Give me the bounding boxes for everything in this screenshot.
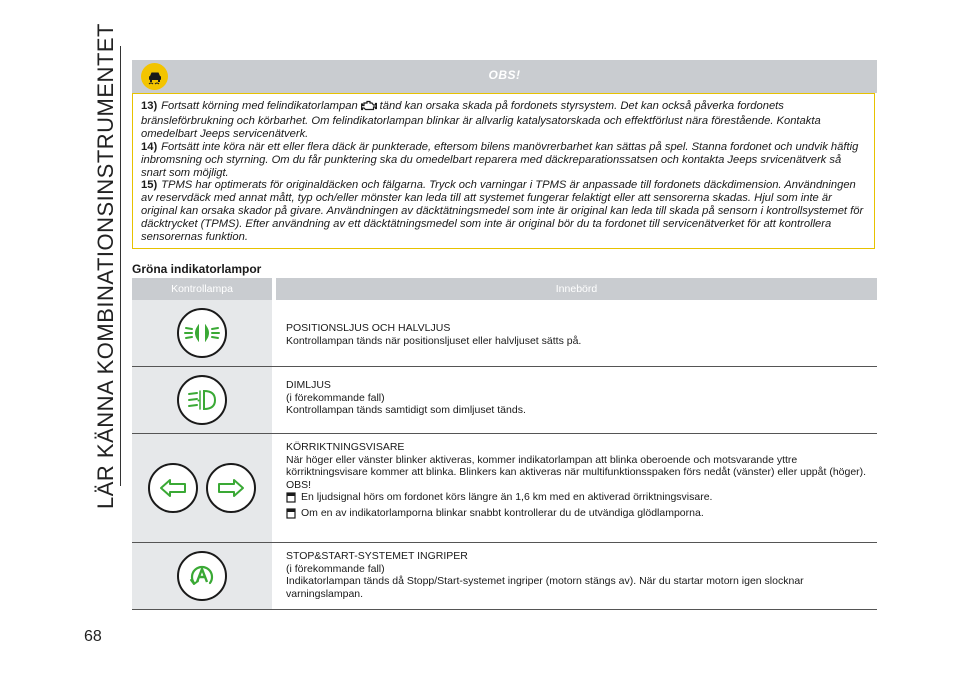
- turn-left-icon: [148, 463, 198, 513]
- meaning-text: (i förekommande fall): [286, 562, 385, 575]
- warning-item-14: [141, 141, 866, 180]
- note-text: En ljudsignal hörs om fordonet körs längre än 1,6 km med en aktiverad örriktningsvisare.: [301, 491, 713, 503]
- meaning-text: Indikatorlampan tänds då Stopp/Start-systemet ingriper (motorn stängs av). När du startar motorn igen slocknar varningslampan.: [286, 575, 804, 600]
- position-lights-icon: [177, 308, 227, 358]
- warning-item-13: [141, 100, 866, 141]
- table-header-innebord: Innebörd: [276, 278, 877, 300]
- meaning-title: STOP&START-SYSTEMET INGRIPER: [286, 550, 468, 562]
- warning-header: [132, 60, 877, 93]
- meaning-text: När höger eller vänster blinker aktiveras, kommer indikatorlampan att blinka oberoende och motsvarande yttre körriktningsvisare kommer att blinka. Blinkers kan aktiveras när multifunktionsspaken förs nedåt (vänster) eller uppåt (höger).: [286, 453, 867, 478]
- warning-item-15: [141, 179, 866, 244]
- side-title-text: LÄR KÄNNA KOMBINATIONSINSTRUMENTET: [93, 23, 118, 509]
- page-number: 68: [84, 628, 102, 645]
- turn-right-icon: [206, 463, 256, 513]
- table-row: [132, 300, 877, 366]
- meaning-cell: [286, 434, 877, 542]
- fog-light-icon: [177, 375, 227, 425]
- warning-title: OBS!: [488, 68, 521, 82]
- table-row: [132, 367, 877, 433]
- indicator-cell: [132, 434, 272, 542]
- meaning-cell: [286, 543, 877, 609]
- table-row: [132, 543, 877, 609]
- warning-item-text: Fortsätt inte köra när ett eller flera däck är punkterade, eftersom bilens manövrerbarhet kan sättas på spel. Stanna fordonet och undvik häftig inbromsning och styrning. Om du får punktering ska du omedelbart reparera med däckreparationssatsen och kontakta Jeeps srvicenätverk så snart som möjligt.: [141, 140, 859, 179]
- warning-item-number: 13): [141, 100, 158, 112]
- warning-item-text: TPMS har optimerats för originaldäcken och fälgarna. Tryck och varningar i TPMS är anpassade till fordonets däckdimension. Användningen av reservdäck med annat mått, typ och/eller mönster kan leda till att systemet fungerar felaktigt eller att sensorerna skadas. Hjul som inte är original kan orsaka skador på givare. Användningen av däcktätningsmedel som inte är original kan leda till skada på sensorn i kontrollsystemet för däcktrycket (TPMS). Efter användning av ett däcktätningsmedel som inte är original bör du ta fordonet till servicenätverket för att kontrollera sensorernas funktion.: [141, 179, 864, 244]
- warning-item-number: 14): [141, 140, 158, 153]
- indicator-cell: [132, 543, 272, 609]
- note-book-icon: [286, 508, 296, 523]
- meaning-text: Kontrollampan tänds samtidigt som dimljuset tänds.: [286, 404, 526, 416]
- warning-item-text: Fortsatt körning med felindikatorlampan: [161, 100, 358, 112]
- meaning-title: KÖRRIKTNINGSVISARE: [286, 441, 405, 453]
- meaning-note-label: OBS!: [286, 478, 312, 491]
- meaning-title: POSITIONSLJUS OCH HALVLJUS: [286, 322, 451, 334]
- section-title: Gröna indikatorlampor: [132, 262, 262, 276]
- meaning-text: Kontrollampan tänds när positionsljuset eller halvljuset sätts på.: [286, 334, 582, 347]
- note-book-icon: [286, 492, 296, 507]
- engine-check-icon: [361, 100, 377, 115]
- meaning-title: DIMLJUS: [286, 379, 331, 391]
- warning-item-number: 15): [141, 179, 158, 192]
- table-header-kontrollampa: Kontrollampa: [132, 278, 272, 300]
- stop-start-icon: [177, 551, 227, 601]
- warning-item-text: tänd kan orsaka skada på fordonets styrsystem. Det kan också påverka fordonets bränsleförbrukning och körbarhet. Om felindikatorlampan blinkar är allvarlig katalysatorskada och effektförlust nära förestående. Kontakta omedelbart Jeeps servicenätverk.: [141, 100, 821, 140]
- meaning-cell: [286, 367, 877, 433]
- meaning-text: (i förekommande fall): [286, 391, 385, 404]
- note-item: [286, 507, 877, 523]
- note-text: Om en av indikatorlamporna blinkar snabbt kontrollerar du de utvändiga glödlamporna.: [301, 506, 704, 519]
- note-item: [286, 491, 877, 507]
- row-divider: [132, 609, 877, 610]
- table-row: [132, 434, 877, 542]
- side-title: [92, 23, 121, 509]
- warning-body: [132, 93, 875, 249]
- indicator-cell: [132, 300, 272, 366]
- indicator-cell: [132, 367, 272, 433]
- meaning-cell: [286, 300, 877, 366]
